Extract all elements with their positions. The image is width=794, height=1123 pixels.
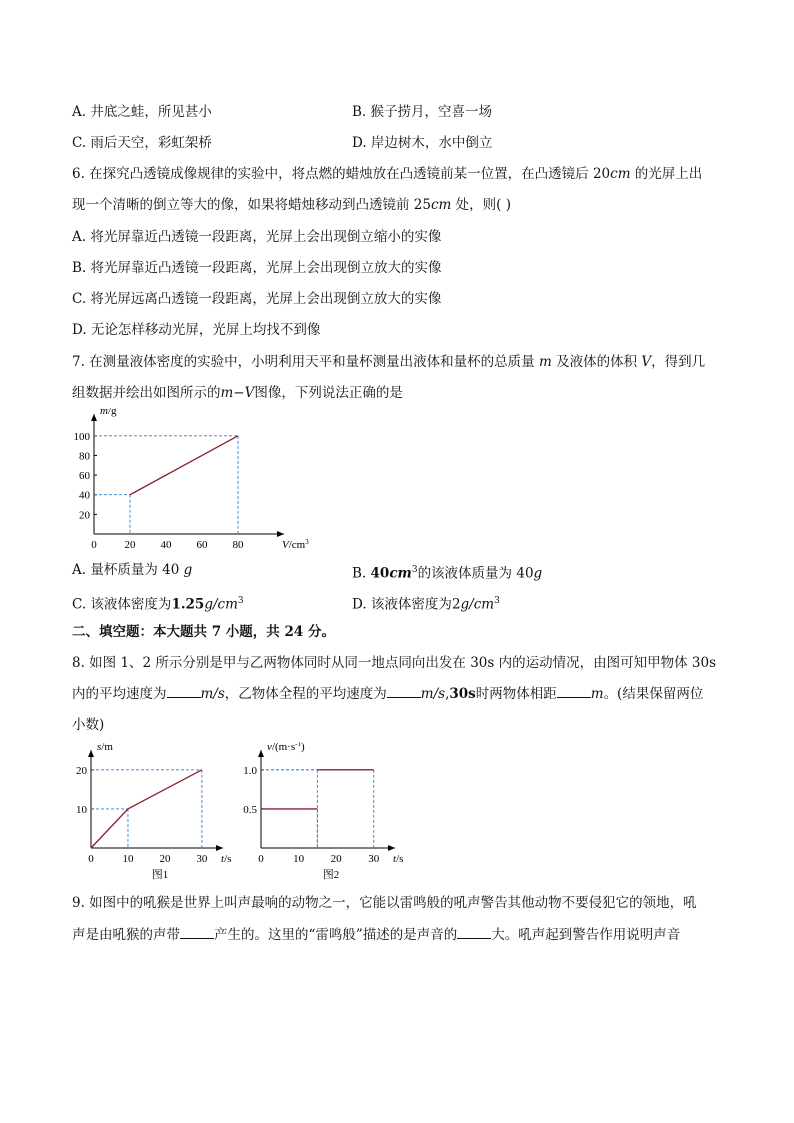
q6-text: 处，则( ) xyxy=(451,197,511,213)
x-axis-arrow-icon xyxy=(388,845,395,851)
q8-stem-line3: 小数) xyxy=(72,717,105,733)
q8-text: 时两物体相距 xyxy=(475,686,557,702)
q8-value: 30s xyxy=(449,686,476,702)
q7-text: 的该液体质量为 40 xyxy=(417,565,534,582)
answer-blank xyxy=(387,685,421,698)
q8-text: 内的平均速度为 xyxy=(72,686,167,702)
y-tick-label: 20 xyxy=(79,509,90,522)
x-axis-label: t/s xyxy=(221,853,232,865)
q6-option-c: C. 将光屏远离凸透镜一段距离，光屏上会出现倒立放大的实像 xyxy=(72,291,442,307)
q7-value: 1.25 xyxy=(171,596,205,613)
q7-text: ，得到几 xyxy=(651,354,706,370)
y-tick-label: 10 xyxy=(76,803,87,816)
q6-text: 的光屏上出 xyxy=(630,166,703,182)
var-v: V xyxy=(641,354,652,370)
q8-text: 。(结果保留两位 xyxy=(603,686,704,702)
y-tick-label: 100 xyxy=(73,430,90,443)
q6-text: 6. 在探究凸透镜成像规律的实验中，将点燃的蜡烛放在凸透镜前某一位置，在凸透镜后 20 xyxy=(72,166,611,182)
y-tick-label: 1.0 xyxy=(243,764,257,777)
q8-stem-line2: 内的平均速度为 m/s，乙物体全程的平均速度为 m/s,30s时两物体相距 m。(结果保留两位 xyxy=(72,686,704,702)
y-axis-arrow-icon xyxy=(258,750,264,757)
q7-text: D. 该液体密度为 xyxy=(352,596,452,613)
y-tick-label: 60 xyxy=(79,470,90,483)
unit-cm: cm xyxy=(430,197,452,213)
x-axis-arrow-icon xyxy=(216,845,223,851)
y-tick-label: 80 xyxy=(79,450,90,463)
q7-text: B. xyxy=(352,565,371,582)
q5-option-a: A. 井底之蛙，所见甚小 xyxy=(72,104,212,120)
q7-value: 40 xyxy=(370,565,390,582)
unit-cm: cm xyxy=(610,166,631,182)
unit-ms: m/s xyxy=(420,686,446,702)
q7-text: C. 该液体密度为 xyxy=(72,596,172,613)
q8-stem-line1: 8. 如图 1、2 所示分别是甲与乙两物体同时从同一地点同向出发在 30s 内的运动情况，由图可知甲物体 30s xyxy=(72,655,717,671)
q5-option-d: D. 岸边树木，水中倒立 xyxy=(352,135,493,151)
x-tick-label: 10 xyxy=(293,853,305,865)
q9-text: 大。吼声起到警告作用说明声音 xyxy=(491,927,681,943)
unit-m: m xyxy=(590,686,604,702)
q9-stem-line1: 9. 如图中的吼猴是世界上叫声最响的动物之一，它能以雷鸣般的吼声警告其他动物不要侵犯它的领地，吼 xyxy=(72,895,697,911)
q9-stem-line2 xyxy=(72,925,680,945)
q6-stem-line2 xyxy=(72,195,511,215)
unit-ms: m/s xyxy=(200,686,225,702)
q6-text: 现一个清晰的倒立等大的像，如果将蜡烛移动到凸透镜前 25 xyxy=(72,197,431,213)
y-tick-label: 40 xyxy=(79,489,90,502)
q7-option-c xyxy=(72,591,244,615)
y-axis-label: m/g xyxy=(100,408,117,417)
q6-option-b: B. 将光屏靠近凸透镜一段距离，光屏上会出现倒立放大的实像 xyxy=(72,260,442,276)
answer-blank xyxy=(457,926,491,939)
q7-mv-graph xyxy=(64,408,334,558)
answer-blank xyxy=(180,926,214,939)
x-tick-label: 0 xyxy=(258,853,264,865)
q7-text: 图像，下列说法正确的是 xyxy=(254,385,403,401)
series-line xyxy=(130,436,238,495)
x-tick-label: 60 xyxy=(196,539,208,551)
answer-blank xyxy=(557,685,591,698)
exponent: 3 xyxy=(411,565,418,575)
q5-option-b: B. 猴子捞月，空喜一场 xyxy=(352,104,493,120)
y-axis-arrow-icon xyxy=(91,414,97,421)
q7-text: 7. 在测量液体密度的实验中，小明利用天平和量杯测量出液体和量杯的总质量 xyxy=(72,354,539,370)
q7-stem-line2 xyxy=(72,383,403,403)
x-axis-label: t/s xyxy=(393,853,404,865)
answer-blank xyxy=(167,685,201,698)
x-tick-label: 40 xyxy=(160,539,172,551)
x-tick-label: 80 xyxy=(232,539,244,551)
y-axis-label: $v/(m\cdot s^{-1})$ xyxy=(267,742,305,753)
q6-stem-line1 xyxy=(72,164,702,184)
q9-text: 声是由吼猴的声带 xyxy=(72,927,180,943)
exponent: 3 xyxy=(237,596,244,606)
q8-figure1-st-graph xyxy=(64,742,234,882)
q9-text: 产生的。这里的“雷鸣般”描述的是声音的 xyxy=(214,927,458,943)
q7-option-d xyxy=(352,591,500,615)
x-tick-label: 20 xyxy=(124,539,136,551)
x-tick-label: 0 xyxy=(88,853,94,865)
unit-g: g xyxy=(533,565,543,582)
q8-text: ，乙物体全程的平均速度为 xyxy=(224,686,387,702)
q8-figure2-vt-graph xyxy=(232,742,412,882)
q7-option-b xyxy=(352,560,542,584)
x-tick-label: 20 xyxy=(330,853,342,865)
x-tick-label: 30 xyxy=(196,853,208,865)
q7-text: A. 量杯质量为 40 xyxy=(72,562,184,578)
unit-cm: cm xyxy=(389,565,412,582)
y-axis-label: s/m xyxy=(97,742,113,753)
q7-option-a xyxy=(72,560,192,580)
q6-option-d: D. 无论怎样移动光屏，光屏上均找不到像 xyxy=(72,322,321,338)
var-m: m xyxy=(538,354,552,370)
section-heading: 二、填空题：本大题共 7 小题，共 24 分。 xyxy=(72,624,335,640)
figure-caption: 图1 xyxy=(151,869,169,881)
x-tick-label: 30 xyxy=(368,853,380,865)
y-tick-label: 0.5 xyxy=(243,803,257,816)
y-tick-label: 20 xyxy=(76,764,87,777)
x-axis-arrow-icon xyxy=(277,531,284,537)
q5-option-c: C. 雨后天空，彩虹架桥 xyxy=(72,135,212,151)
q6-option-a: A. 将光屏靠近凸透镜一段距离，光屏上会出现倒立缩小的实像 xyxy=(72,229,442,245)
x-axis-label: $V/cm^3$ xyxy=(282,538,309,551)
exponent: 3 xyxy=(494,596,500,606)
x-tick-label: 20 xyxy=(159,853,171,865)
y-axis-arrow-icon xyxy=(88,750,94,757)
x-tick-label: 0 xyxy=(91,539,97,551)
unit-density: g/cm xyxy=(204,596,238,613)
figure-caption: 图2 xyxy=(322,869,340,881)
x-tick-label: 10 xyxy=(122,853,134,865)
q7-text: 及液体的体积 xyxy=(551,354,642,370)
unit-density: g/cm xyxy=(460,596,495,613)
q7-text: 组数据并绘出如图所示的 xyxy=(72,385,221,401)
unit-g: g xyxy=(183,562,193,578)
q7-value: 2 xyxy=(451,596,461,613)
var-m-v: m−V xyxy=(220,385,255,401)
q7-stem-line1 xyxy=(72,352,705,372)
